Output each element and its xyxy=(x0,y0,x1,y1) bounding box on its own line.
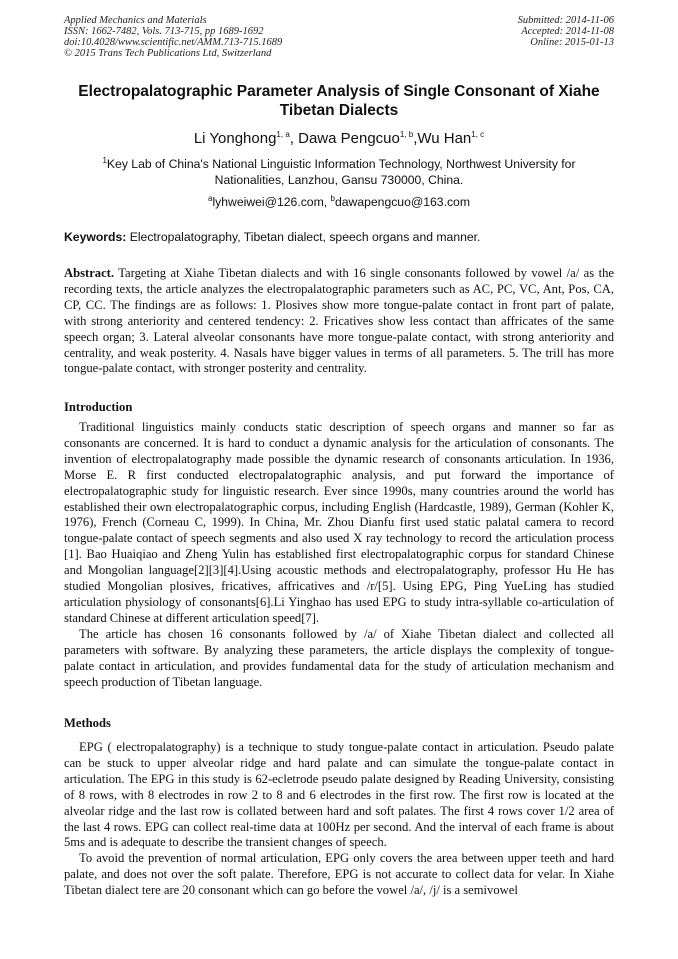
author-list xyxy=(50,130,628,148)
abstract-text: Targeting at Xiahe Tibetan dialects and with 16 single consonants followed by vowel /a/ as the recording texts, the article analyzes the electropalatographic parameters such as AC, PC, VC, Ant, Pos, CA, CP, CC. The findings are as follows: 1. Plosives show more tongue-palate contact in front part of palate, with strong anteriority and centered tendency: 2. Fricatives show less contact than affricates of the same speech organ; 3. Lateral alveolar consonants have more tongue-palate contact, with strong anteriority and centrality, and weak posterity. 4. Nasals have bigger values in terms of all parameters. 5. The trill has more tongue-palate contact, with stronger posterity and centrality. xyxy=(64,266,614,376)
affiliation-superscript: 1 xyxy=(102,155,107,165)
author-emails xyxy=(50,195,628,210)
keywords-text: Electropalatography, Tibetan dialect, speech organs and manner. xyxy=(126,230,481,244)
paragraph: To avoid the prevention of normal articulation, EPG only covers the area between upper teeth and hard palate, and does not over the soft palate. Therefore, EPG is not accurate to collect data for velar. In Xiahe Tibetan dialect tere are 20 consonant which can go before the vowel /a/, /j/ is a semivowel xyxy=(64,851,614,898)
paragraph: The article has chosen 16 consonants followed by /a/ of Xiahe Tibetan dialect and collected all parameters with software. By analyzing these parameters, the article displays the complexity of tongue-palate contact in articulation, and provides fundamental data for the study of articulation mechanism and speech production of Tibetan language. xyxy=(64,626,614,689)
paper-title: Electropalatographic Parameter Analysis of Single Consonant of Xiahe Tibetan Dialects xyxy=(78,83,600,119)
author-superscript: 1, c xyxy=(471,130,485,139)
introduction-heading: Introduction xyxy=(64,400,133,414)
email-superscript: b xyxy=(330,193,335,203)
dates-info xyxy=(518,15,614,48)
author-superscript: 1, a xyxy=(276,130,290,139)
abstract-label: Abstract. xyxy=(64,266,115,280)
email-link[interactable]: lyhweiwei@126.com xyxy=(212,195,324,209)
email-link[interactable]: dawapengcuo@163.com xyxy=(334,195,470,209)
methods-body xyxy=(64,740,614,899)
author-name: Wu Han xyxy=(417,130,472,147)
keywords xyxy=(64,230,616,245)
author-superscript: 1, b xyxy=(399,130,414,139)
paragraph: Traditional linguistics mainly conducts static description of speech organs and manner so far as consonants are concerned. It is hard to conduct a dynamic analysis for the articulation of consonants. The invention of electropalatography made possible the dynamic research of consonants articulation. In 1936, Morse E. R first conducted electropalatographic analysis, and put forward the importance of electropalatographic study for linguistic research. Ever since 1990s, many countries around the world has established their own electropalatographic corpus, including English (Hardcastle, 1989), German (Kohler K, 1976), French (Corneau C, 1999). In China, Mr. Zhou Dianfu first used static palatal camera to record tongue-palate contact of speech segments and also used X ray technology to record the articulation process [1]. Bao Huaiqiao and Zheng Yulin has established first electropalatographic corpus for standard Chinese and Mongolian language[2][3][4].Using acoustic methods and electropalatography, professor Hu He has studied Mongolian plosives, fricatives, affricatives and /r/[5]. Using EPG, Ping YueLing has studied articulation physiology of consonants[6].Li Yinghao has used EPG to study intra-syllable co-articulation of standard Chinese at different articulation speed[7]. xyxy=(64,420,614,625)
doi-line: doi:10.4028/www.scientific.net/AMM.713-715.1689 xyxy=(64,37,283,48)
online-date: Online: 2015-01-13 xyxy=(530,37,614,48)
author-name: Dawa Pengcuo xyxy=(298,130,400,147)
affiliation xyxy=(70,156,608,188)
journal-name: Applied Mechanics and Materials xyxy=(64,15,207,26)
author-separator: , xyxy=(289,130,299,147)
email-superscript: a xyxy=(208,193,213,203)
keywords-label: Keywords: xyxy=(64,230,127,244)
abstract xyxy=(64,266,614,377)
submitted-date: Submitted: 2014-11-06 xyxy=(517,15,614,26)
email-separator: , xyxy=(323,195,331,209)
methods-heading: Methods xyxy=(64,716,111,730)
affiliation-text: Key Lab of China's National Linguistic Information Technology, Northwest University for Nationalities, Lanzhou, Gansu 730000, China. xyxy=(106,157,576,187)
author-separator: , xyxy=(413,130,418,147)
journal-info xyxy=(64,15,282,59)
introduction-body xyxy=(64,420,614,690)
author-name: Li Yonghong xyxy=(193,130,277,147)
copyright-line: © 2015 Trans Tech Publications Ltd, Switzerland xyxy=(64,48,272,59)
accepted-date: Accepted: 2014-11-08 xyxy=(521,26,614,37)
issn-line: ISSN: 1662-7482, Vols. 713-715, pp 1689-1692 xyxy=(64,26,264,37)
paragraph: EPG ( electropalatography) is a technique to study tongue-palate contact in articulation. Pseudo palate can be stuck to upper alveolar ridge and hard palate and can simulate the tongue-palate contact in articulation. The EPG in this study is 62-ecletrode pseudo palate designed by Reading University, consisting of 8 rows, with 8 electrodes in row 2 to 8 and 6 electrodes in the first row. The first row is located at the alveolar ridge and the last row is collated between hard and soft palates. The first 4 rows cover 1/2 area of the last 4 rows. EPG can collect real-time data at 100Hz per second. And the interval of each frame is about 5ms and is adequate to describe the transient changes of speech. xyxy=(64,740,614,850)
